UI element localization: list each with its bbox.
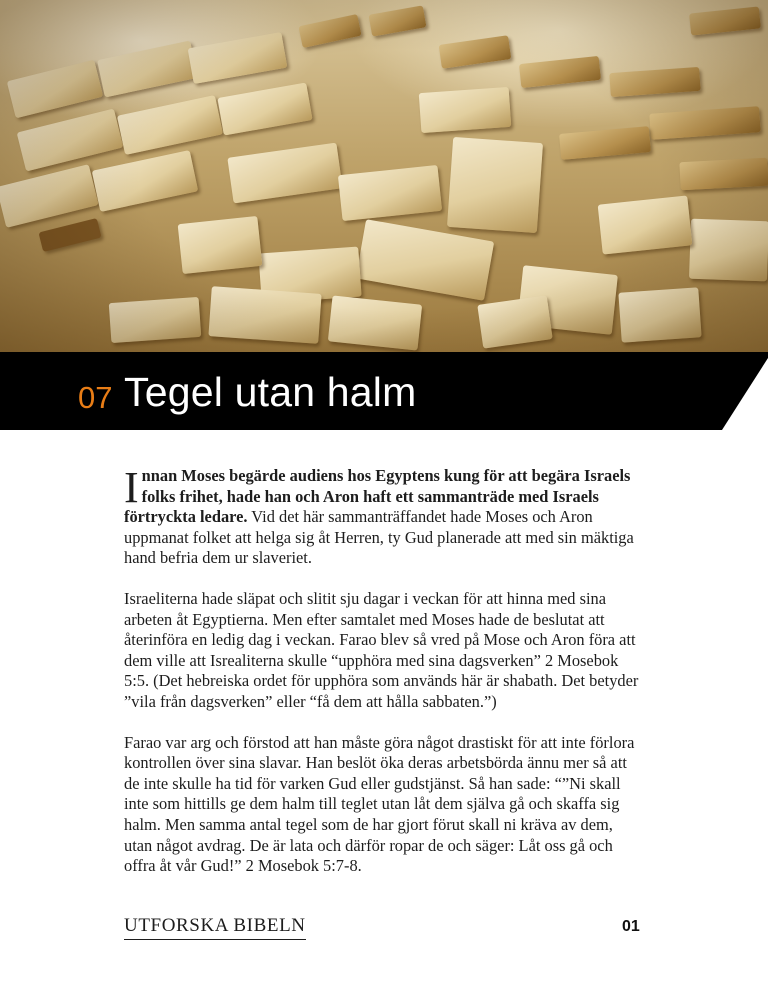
mud-bricks-photo — [0, 0, 768, 352]
article-body — [124, 463, 644, 897]
paragraph-3: Farao var arg och förstod att han måste göra något drastiskt för att inte förlora kontrollen över sina slavar. Han beslöt öka deras arbetsbörda ännu mer så att de inte skulle ha tid för varken Gud eller gudstjänst. Så han sade: “”Ni skall inte som hittills ge dem halm till teglet utan låt dem själva gå och skaffa sig halm. Men samma antal tegel som de har gjort förut skall ni kräva av dem, utan något avdrag. De är lata och därför ropar de och säger: Låt oss gå och offra åt vår Gud!” 2 Mosebok 5:7-8. — [124, 732, 635, 876]
chapter-number: 07 — [78, 380, 113, 415]
page-number: 01 — [622, 918, 640, 935]
paragraph-1-rest: Vid det här sammanträffandet hade Moses och Aron uppmanat folket att helga sig åt Herren, ty Gud planerade att med sin mäktiga hand befria dem ur slaveriet. — [124, 507, 634, 568]
paragraph-2: Israeliterna hade släpat och slitit sju dagar i veckan för att hinna med sina arbeten åt Egyptierna. Men efter samtalet med Moses hade de beslutat att återinföra en ledig dag i veckan. Farao blev så vred på Mose och Aron föra att dem ville att Isrealiterna skulle “upphöra med sina dagsverken” 2 Mosebok 5:5. (Det hebreiska ordet för upphöra som används här är shabath. Det betyder ”vila från dagsverken” eller “få dem att hålla sabbaten.”) — [124, 588, 639, 711]
lead-in-bold: nnan Moses begärde audiens hos Egyptens kung för att begära Israels folks frihet, hade han och Aron haft ett sammanträde med Israels förtryckta ledare. — [124, 466, 631, 527]
chapter-title: Tegel utan halm — [124, 369, 417, 415]
drop-cap: I — [124, 463, 139, 512]
paragraph-1 — [124, 463, 644, 569]
publication-brand: UTFORSKA BIBELN — [124, 916, 306, 940]
